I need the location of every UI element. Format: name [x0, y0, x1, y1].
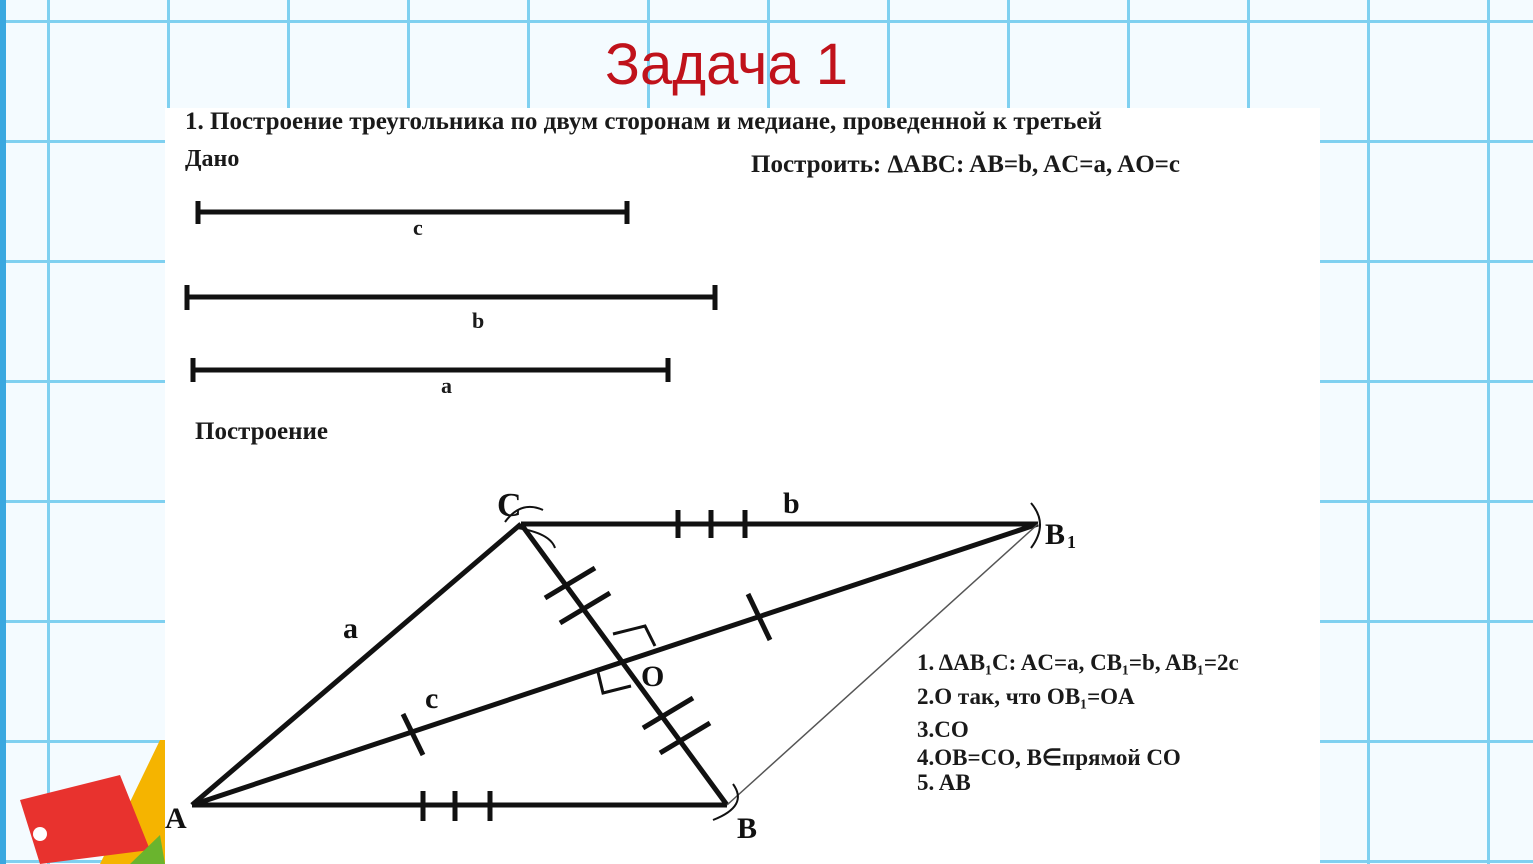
point-A-label: A	[165, 802, 187, 835]
segment-b	[187, 285, 715, 310]
step-1: 1. ΔAB₁C: AC=a, CB₁=b, AB₁=2c	[917, 650, 1239, 675]
segment-a-label: a	[441, 373, 452, 398]
segment-c	[198, 201, 627, 224]
step-4: 4.OB=CO, B∈прямой CO	[917, 745, 1181, 770]
ticks-CO	[545, 568, 610, 623]
given-label: Дано	[185, 146, 240, 172]
side-b-label: b	[783, 487, 800, 520]
worksheet	[165, 108, 1320, 864]
construction-label: Построение	[195, 418, 329, 445]
segment-CB	[521, 524, 727, 805]
step-3: 3.CO	[917, 717, 969, 742]
step-2: 2.O так, что OB₁=OA	[917, 684, 1135, 709]
construct-goal: Построить: ΔABC: AB=b, AC=a, AO=c	[751, 151, 1180, 178]
deco-red-shape	[20, 775, 150, 864]
problem-heading: 1. Построение треугольника по двум сторонам и медиане, проведенной к третьей	[185, 108, 1102, 135]
segment-c-label: c	[413, 215, 423, 240]
segment-a	[193, 358, 668, 382]
point-B1-label: B	[1045, 518, 1066, 551]
point-C-label: C	[497, 487, 522, 524]
point-B1-subscript: 1	[1067, 532, 1076, 552]
diagonal-AB1	[192, 524, 1038, 805]
geometry-diagram	[165, 108, 1320, 864]
side-AC	[192, 524, 521, 805]
segment-b-label: b	[472, 308, 485, 333]
left-edge-bar	[0, 0, 6, 864]
slide-title: Задача 1	[605, 32, 848, 97]
step-5: 5. AB	[917, 770, 971, 795]
median-c-label: c	[425, 682, 439, 715]
point-B-label: B	[737, 812, 758, 845]
deco-dot	[33, 827, 47, 841]
side-a-label: a	[343, 612, 358, 645]
point-O-label: O	[641, 660, 665, 693]
